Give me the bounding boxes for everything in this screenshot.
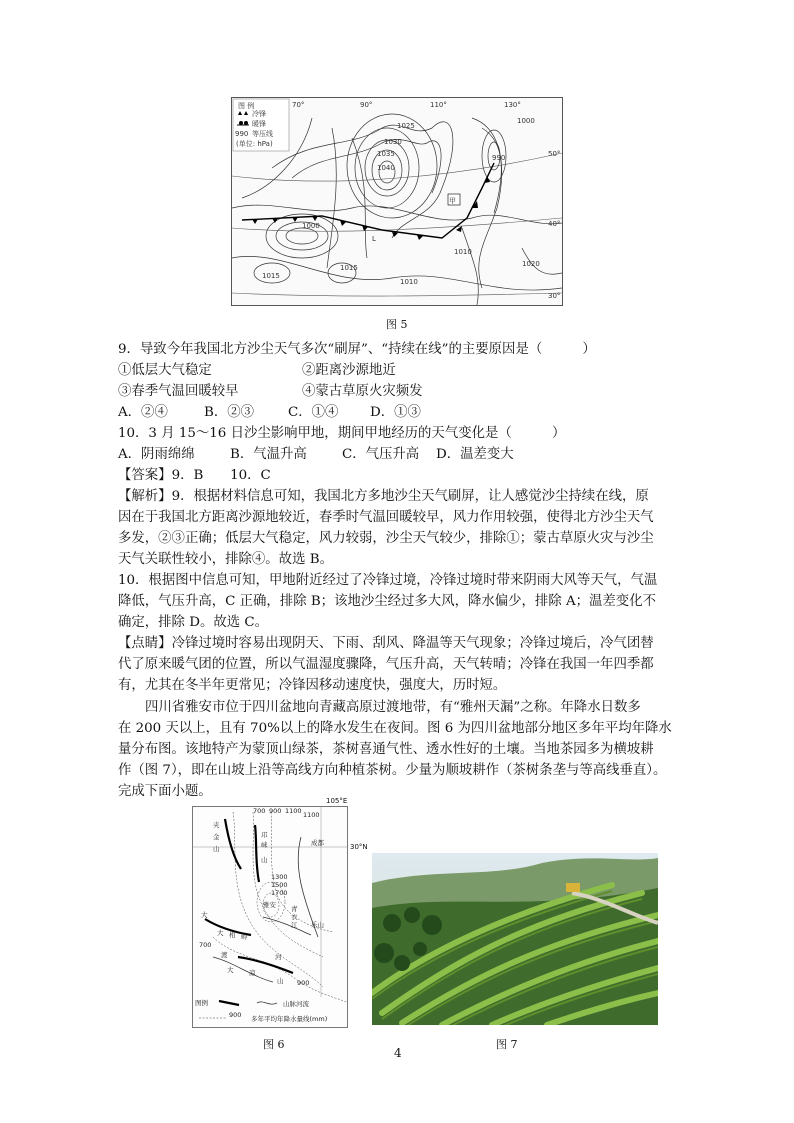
lon-105: 105°E <box>326 797 348 805</box>
river-label: 衣 <box>291 913 298 921</box>
river-label: 青 <box>291 905 298 913</box>
analysis-line: 多发，②③正确；低层大气稳定，风力较弱，沙尘天气较少，排除①；蒙古草原火灾与沙尘 <box>118 531 654 546</box>
q9-choice: C．①④ <box>288 405 339 420</box>
q9-choice: D．①③ <box>370 405 421 420</box>
isobar-value: 1020 <box>522 260 540 268</box>
page-number: 4 <box>394 1046 402 1060</box>
lat-label: 30° <box>548 292 561 300</box>
place-chengdu: 成都 <box>311 839 324 847</box>
legend-title: 图 例 <box>238 102 255 110</box>
lon-label: 90° <box>360 101 373 109</box>
place-jia: 甲 <box>449 197 456 205</box>
isobar-value: 1025 <box>397 122 415 130</box>
weather-map-svg <box>232 98 562 305</box>
mountain-label: 山 <box>213 845 220 853</box>
place-yaan: 雅安 <box>263 901 276 909</box>
mountain-label: 相 <box>229 931 236 939</box>
analysis-line: 天气关联性较小，排除④。故选 B。 <box>118 552 333 567</box>
answer-tag: 【答案】 <box>118 468 172 483</box>
mountain-label: 大 <box>227 966 234 974</box>
tea-photo-svg <box>372 853 658 1025</box>
q9-option: ②距离沙源地近 <box>302 363 396 378</box>
mountain-label: 山 <box>277 977 284 985</box>
contour-label: 900 <box>297 979 310 987</box>
place-leshan: 乐山 <box>311 921 324 929</box>
mountain-label: 夹 <box>213 821 220 829</box>
q10-choice: A．阴雨绵绵 <box>118 447 195 462</box>
contour-label: 1500 <box>271 881 288 889</box>
mountain-label: 邛 <box>261 831 268 839</box>
q9-stem: 9．导致今年我国北方沙尘天气多次“刷屏”、“持续在线”的主要原因是（ ） <box>118 342 596 357</box>
contour-label: 700 <box>253 807 266 815</box>
contour-label: 1100 <box>285 807 302 815</box>
legend-mountain: 山脉 <box>283 1000 296 1008</box>
river-label: 江 <box>291 921 298 929</box>
mountain-label: 凉 <box>249 969 256 977</box>
tip-line: 代了原来暖气团的位置，所以气温湿度骤降，气压升高，天气转晴；冷锋在我国一年四季都 <box>118 657 654 672</box>
isobar-value: 1010 <box>400 278 418 286</box>
isobar-value: 1035 <box>377 150 395 158</box>
q9-option: ③春季气温回暖较早 <box>118 384 239 399</box>
tip-text: 冷锋过境时容易出现阴天、下雨、刮风、降温等天气现象；冷锋过境后，冷气团替 <box>171 636 654 651</box>
tip-line: 有，尤其在冬半年更常见；冷锋因移动速度快，强度大，历时短。 <box>118 678 507 693</box>
legend-contour-value: 900 <box>229 1011 242 1019</box>
tip-tag: 【点睛】 <box>118 636 172 651</box>
passage-line: 在 200 天以上，且有 70%以上的降水发生在夜间。图 6 为四川盆地部分地区多年平均年降水 <box>118 721 672 736</box>
analysis-line: 确定，排除 D。故选 C。 <box>118 615 269 630</box>
isobar-value: 1000 <box>302 222 320 230</box>
passage-line: 作（图 7），即在山坡上沿等高线方向种植茶树。少量为顺坡耕作（茶树条垄与等高线垂直）。 <box>118 763 667 778</box>
analysis-line <box>118 486 649 507</box>
analysis-tag: 【解析】 <box>118 489 172 504</box>
legend-contour: 多年平均年降水量线(mm) <box>251 1015 328 1023</box>
q10-choice: C．气压升高 <box>342 447 420 462</box>
lon-label: 110° <box>430 101 447 109</box>
q10-choice: D．温差变大 <box>436 447 514 462</box>
mountain-label: 渡 <box>221 951 228 959</box>
tip-line <box>118 633 654 654</box>
mountain-label: 崃 <box>261 841 268 849</box>
analysis-line: 10．根据图中信息可知，甲地附近经过了冷锋过境，冷锋过境时带来阴雨大风等天气，气温 <box>118 573 658 588</box>
lon-label: 130° <box>504 101 521 109</box>
figure-7-caption: 图 7 <box>496 1038 518 1051</box>
mountain-label: 大 <box>201 911 208 919</box>
lat-30: 30°N <box>350 843 368 851</box>
legend-isobar: 等压线 <box>252 130 273 138</box>
isobar-value: 1000 <box>517 117 535 125</box>
lat-label: 40° <box>548 220 561 228</box>
passage-line: 完成下面小题。 <box>118 784 212 799</box>
figure-5-weather-map <box>231 97 563 306</box>
contour-label: 1300 <box>271 873 288 881</box>
legend-warm-front: 暖锋 <box>252 120 266 128</box>
q9-choice: B．②③ <box>204 405 255 420</box>
isobar-value: 1010 <box>454 248 472 256</box>
q9-option: ④蒙古草原火灾频发 <box>302 384 423 399</box>
figure-6-caption: 图 6 <box>263 1038 285 1051</box>
contour-label: 1100 <box>303 811 320 819</box>
lon-label: 70° <box>292 101 305 109</box>
isobar-value: 1030 <box>384 138 402 146</box>
q10-choice: B．气温升高 <box>230 447 307 462</box>
passage-line: 四川省雅安市位于四川盆地向青藏高原过渡地带，有“雅州天漏”之称。年降水日数多 <box>145 700 641 715</box>
isobar-value: 1040 <box>377 164 395 172</box>
isobar-value: 990 <box>492 154 506 162</box>
mountain-label: 金 <box>213 833 220 841</box>
legend-unit: (单位: hPa) <box>236 140 273 148</box>
low-pressure-mark: L <box>372 235 376 243</box>
contour-label: 700 <box>199 941 212 949</box>
contour-label: 1700 <box>271 889 288 897</box>
analysis-line: 因在于我国北方距离沙源地较近，春季时气温回暖较早，风力作用较强，使得北方沙尘天气 <box>118 510 654 525</box>
figure-5-caption: 图 5 <box>386 318 408 331</box>
legend-title: 图例 <box>195 999 208 1007</box>
legend-cold-front: 冷锋 <box>252 110 266 118</box>
q9-option: ①低层大气稳定 <box>118 363 212 378</box>
figure-7-tea-terrace-photo <box>372 853 658 1025</box>
mountain-label: 山 <box>261 856 268 864</box>
mountain-label: 大 <box>217 929 224 937</box>
q10-stem: 10．3 月 15～16 日沙尘影响甲地，期间甲地经历的天气变化是（ ） <box>118 426 566 441</box>
answer-text: 9．B 10．C <box>171 468 271 483</box>
q9-choice: A．②④ <box>118 405 168 420</box>
lat-label: 50° <box>548 150 561 158</box>
figure-6-precipitation-map <box>192 806 348 1028</box>
isobar-value: 1015 <box>340 264 358 272</box>
legend-river: 河流 <box>296 1000 309 1008</box>
passage-line: 量分布图。该地特产为蒙顶山绿茶，茶树喜通气性、透水性好的土壤。当地茶园多为横坡耕 <box>118 742 654 757</box>
mountain-label: 河 <box>275 953 282 961</box>
mountain-label: 岭 <box>241 933 248 941</box>
answer <box>118 465 271 486</box>
analysis-line: 降低，气压升高，C 正确，排除 B；该地沙尘经过多大风，降水偏少，排除 A；温差变化不 <box>118 594 656 609</box>
legend-isobar-sample: 990 <box>235 130 249 138</box>
isobar-value: 1015 <box>262 272 280 280</box>
contour-label: 900 <box>269 807 282 815</box>
analysis-text: 9．根据材料信息可知，我国北方多地沙尘天气刷屏，让人感觉沙尘持续在线，原 <box>171 489 649 504</box>
precip-map-svg <box>193 807 347 1027</box>
